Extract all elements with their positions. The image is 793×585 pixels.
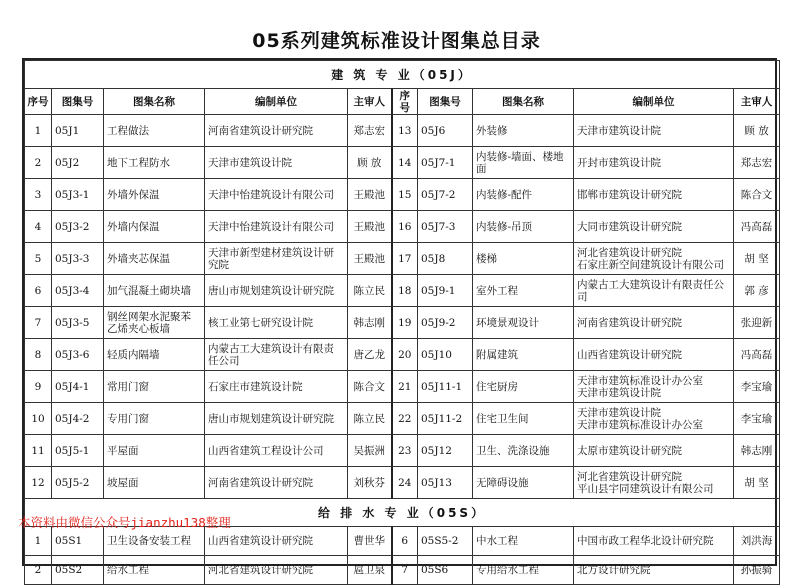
cell-rev: 陈立民: [348, 275, 392, 307]
col-header-unit: 编制单位: [205, 89, 348, 115]
cell-code: 05J8: [418, 243, 473, 275]
cell-no: 11: [25, 435, 52, 467]
cell-no: 6: [392, 527, 418, 556]
cell-name: 中水工程: [473, 527, 574, 556]
cell-no: 2: [25, 147, 52, 179]
cell-no: 13: [392, 115, 418, 147]
cell-no: 5: [25, 243, 52, 275]
cell-unit: 河北省建筑设计研究院 石家庄新空间建筑设计有限公司: [574, 243, 734, 275]
cell-name: 平屋面: [104, 435, 205, 467]
cell-rev: 胡 坚: [734, 243, 780, 275]
cell-no: 19: [392, 307, 418, 339]
cell-no: 7: [392, 556, 418, 585]
cell-name: 住宅卫生间: [473, 403, 574, 435]
cell-code: 05J7-1: [418, 147, 473, 179]
cell-code: 05S1: [52, 527, 104, 556]
cell-rev: 冯高磊: [734, 339, 780, 371]
cell-unit: 唐山市规划建筑设计研究院: [205, 403, 348, 435]
cell-rev: 刘秋芬: [348, 467, 392, 499]
cell-no: 9: [25, 371, 52, 403]
cell-code: 05S2: [52, 556, 104, 585]
cell-unit: 太原市建筑设计研究院: [574, 435, 734, 467]
cell-name: 无障碍设施: [473, 467, 574, 499]
table-row: [25, 403, 780, 435]
cell-rev: 王殿池: [348, 211, 392, 243]
cell-unit: 山西省建筑设计研究院: [574, 339, 734, 371]
cell-rev: 胡 坚: [734, 467, 780, 499]
cell-name: 环境景观设计: [473, 307, 574, 339]
table-row: [25, 115, 780, 147]
page-title: 05系列建筑标准设计图集总目录: [252, 30, 541, 52]
cell-unit: 天津中怡建筑设计有限公司: [205, 211, 348, 243]
cell-no: 1: [25, 115, 52, 147]
cell-rev: 王殿池: [348, 243, 392, 275]
cell-no: 12: [25, 467, 52, 499]
cell-unit: 天津市建筑设计院: [205, 147, 348, 179]
cell-rev: 冯高磊: [734, 211, 780, 243]
table-row: [25, 275, 780, 307]
cell-no: 17: [392, 243, 418, 275]
table-row: [25, 556, 780, 585]
table-row: [25, 179, 780, 211]
col-header-name: 图集名称: [104, 89, 205, 115]
cell-code: 05J3-2: [52, 211, 104, 243]
cell-code: 05J6: [418, 115, 473, 147]
cell-rev: 刘洪海: [734, 527, 780, 556]
section-title-arch: 建 筑 专 业（05J）: [25, 61, 780, 89]
col-header-no: 序号: [392, 89, 418, 115]
cell-code: 05J4-2: [52, 403, 104, 435]
cell-name: 内装修-吊顶: [473, 211, 574, 243]
cell-name: 外墙夹芯保温: [104, 243, 205, 275]
cell-name: 内装修-墙面、楼地面: [473, 147, 574, 179]
table-row: [25, 307, 780, 339]
col-header-code: 图集号: [418, 89, 473, 115]
table-row: [25, 371, 780, 403]
cell-name: 卫生设备安装工程: [104, 527, 205, 556]
cell-unit: 石家庄市建筑设计院: [205, 371, 348, 403]
cell-unit: 河北省建筑设计研究院 平山县宇同建筑设计有限公司: [574, 467, 734, 499]
cell-name: 外墙内保温: [104, 211, 205, 243]
cell-rev: 孙振骑: [734, 556, 780, 585]
table-row: [25, 435, 780, 467]
cell-code: 05J9-2: [418, 307, 473, 339]
cell-unit: 北方设计研究院: [574, 556, 734, 585]
cell-name: 卫生、洗涤设施: [473, 435, 574, 467]
cell-no: 15: [392, 179, 418, 211]
col-header-no: 序号: [25, 89, 52, 115]
cell-name: 轻质内隔墙: [104, 339, 205, 371]
cell-name: 住宅厨房: [473, 371, 574, 403]
cell-rev: 韩志刚: [348, 307, 392, 339]
cell-name: 给水工程: [104, 556, 205, 585]
cell-rev: 陈立民: [348, 403, 392, 435]
section-title-water: 给 排 水 专 业（05S）: [25, 499, 780, 527]
cell-rev: 王殿池: [348, 179, 392, 211]
cell-rev: 顾 放: [348, 147, 392, 179]
cell-no: 3: [25, 179, 52, 211]
cell-name: 常用门窗: [104, 371, 205, 403]
cell-code: 05J10: [418, 339, 473, 371]
cell-unit: 天津市新型建材建筑设计研究院: [205, 243, 348, 275]
cell-name: 附属建筑: [473, 339, 574, 371]
cell-rev: 扈卫泉: [348, 556, 392, 585]
cell-name: 钢丝网架水泥聚苯乙烯夹心板墙: [104, 307, 205, 339]
cell-no: 10: [25, 403, 52, 435]
cell-no: 24: [392, 467, 418, 499]
cell-rev: 李宝瑜: [734, 403, 780, 435]
cell-rev: 郑志宏: [734, 147, 780, 179]
cell-name: 外墙外保温: [104, 179, 205, 211]
cell-code: 05J11-2: [418, 403, 473, 435]
cell-code: 05S5-2: [418, 527, 473, 556]
cell-name: 外装修: [473, 115, 574, 147]
cell-unit: 大同市建筑设计研究院: [574, 211, 734, 243]
cell-no: 4: [25, 211, 52, 243]
cell-no: 21: [392, 371, 418, 403]
cell-unit: 天津市建筑标准设计办公室 天津市建筑设计院: [574, 371, 734, 403]
catalog-table-frame: [22, 58, 777, 576]
cell-rev: 顾 放: [734, 115, 780, 147]
cell-name: 工程做法: [104, 115, 205, 147]
cell-unit: 山西省建筑设计研究院: [205, 527, 348, 556]
cell-code: 05J3-6: [52, 339, 104, 371]
cell-unit: 邯郸市建筑设计研究院: [574, 179, 734, 211]
cell-name: 坡屋面: [104, 467, 205, 499]
cell-name: 专用给水工程: [473, 556, 574, 585]
cell-code: 05J12: [418, 435, 473, 467]
cell-rev: 唐乙龙: [348, 339, 392, 371]
cell-name: 内装修-配件: [473, 179, 574, 211]
col-header-reviewer: 主审人: [734, 89, 780, 115]
cell-unit: 中国市政工程华北设计研究院: [574, 527, 734, 556]
cell-unit: 山西省建筑工程设计公司: [205, 435, 348, 467]
watermark-text: 本资料由微信公众号jianzhu138整理: [18, 515, 231, 530]
cell-rev: 陈合文: [734, 179, 780, 211]
cell-code: 05J1: [52, 115, 104, 147]
cell-rev: 郑志宏: [348, 115, 392, 147]
cell-name: 室外工程: [473, 275, 574, 307]
cell-code: 05J4-1: [52, 371, 104, 403]
cell-unit: 内蒙古工大建筑设计有限责任公司: [574, 275, 734, 307]
cell-rev: 李宝瑜: [734, 371, 780, 403]
cell-unit: 河北省建筑设计研究院: [205, 556, 348, 585]
cell-no: 23: [392, 435, 418, 467]
cell-no: 16: [392, 211, 418, 243]
cell-no: 7: [25, 307, 52, 339]
cell-code: 05J3-5: [52, 307, 104, 339]
catalog-table: [24, 60, 780, 585]
cell-code: 05J5-2: [52, 467, 104, 499]
table-row: [25, 339, 780, 371]
cell-rev: 曹世华: [348, 527, 392, 556]
column-header-row: [25, 89, 780, 115]
cell-unit: 核工业第七研究设计院: [205, 307, 348, 339]
cell-code: 05J5-1: [52, 435, 104, 467]
section-header-arch: [25, 61, 780, 89]
cell-unit: 河南省建筑设计研究院: [205, 115, 348, 147]
cell-no: 2: [25, 556, 52, 585]
cell-unit: 天津市建筑设计院: [574, 115, 734, 147]
cell-rev: 韩志刚: [734, 435, 780, 467]
cell-unit: 内蒙古工大建筑设计有限责任公司: [205, 339, 348, 371]
cell-unit: 河南省建筑设计研究院: [205, 467, 348, 499]
cell-unit: 开封市建筑设计院: [574, 147, 734, 179]
cell-rev: 陈合文: [348, 371, 392, 403]
cell-unit: 天津中怡建筑设计有限公司: [205, 179, 348, 211]
cell-unit: 唐山市规划建筑设计研究院: [205, 275, 348, 307]
cell-name: 加气混凝土砌块墙: [104, 275, 205, 307]
cell-unit: 天津市建筑设计院 天津市建筑标准设计办公室: [574, 403, 734, 435]
cell-name: 地下工程防水: [104, 147, 205, 179]
cell-rev: 吴振洲: [348, 435, 392, 467]
cell-code: 05J3-1: [52, 179, 104, 211]
cell-code: 05J3-3: [52, 243, 104, 275]
cell-no: 8: [25, 339, 52, 371]
cell-code: 05J11-1: [418, 371, 473, 403]
cell-no: 18: [392, 275, 418, 307]
cell-code: 05S6: [418, 556, 473, 585]
table-row: [25, 211, 780, 243]
cell-code: 05J3-4: [52, 275, 104, 307]
cell-code: 05J13: [418, 467, 473, 499]
col-header-code: 图集号: [52, 89, 104, 115]
cell-no: 20: [392, 339, 418, 371]
cell-code: 05J2: [52, 147, 104, 179]
cell-name: 楼梯: [473, 243, 574, 275]
cell-no: 6: [25, 275, 52, 307]
cell-code: 05J7-3: [418, 211, 473, 243]
table-row: [25, 243, 780, 275]
col-header-name: 图集名称: [473, 89, 574, 115]
cell-code: 05J9-1: [418, 275, 473, 307]
cell-rev: 郭 彦: [734, 275, 780, 307]
cell-no: 22: [392, 403, 418, 435]
cell-rev: 张迎新: [734, 307, 780, 339]
cell-no: 14: [392, 147, 418, 179]
col-header-reviewer: 主审人: [348, 89, 392, 115]
col-header-unit: 编制单位: [574, 89, 734, 115]
table-row: [25, 467, 780, 499]
cell-unit: 河南省建筑设计研究院: [574, 307, 734, 339]
cell-no: 1: [25, 527, 52, 556]
cell-code: 05J7-2: [418, 179, 473, 211]
cell-name: 专用门窗: [104, 403, 205, 435]
table-row: [25, 147, 780, 179]
